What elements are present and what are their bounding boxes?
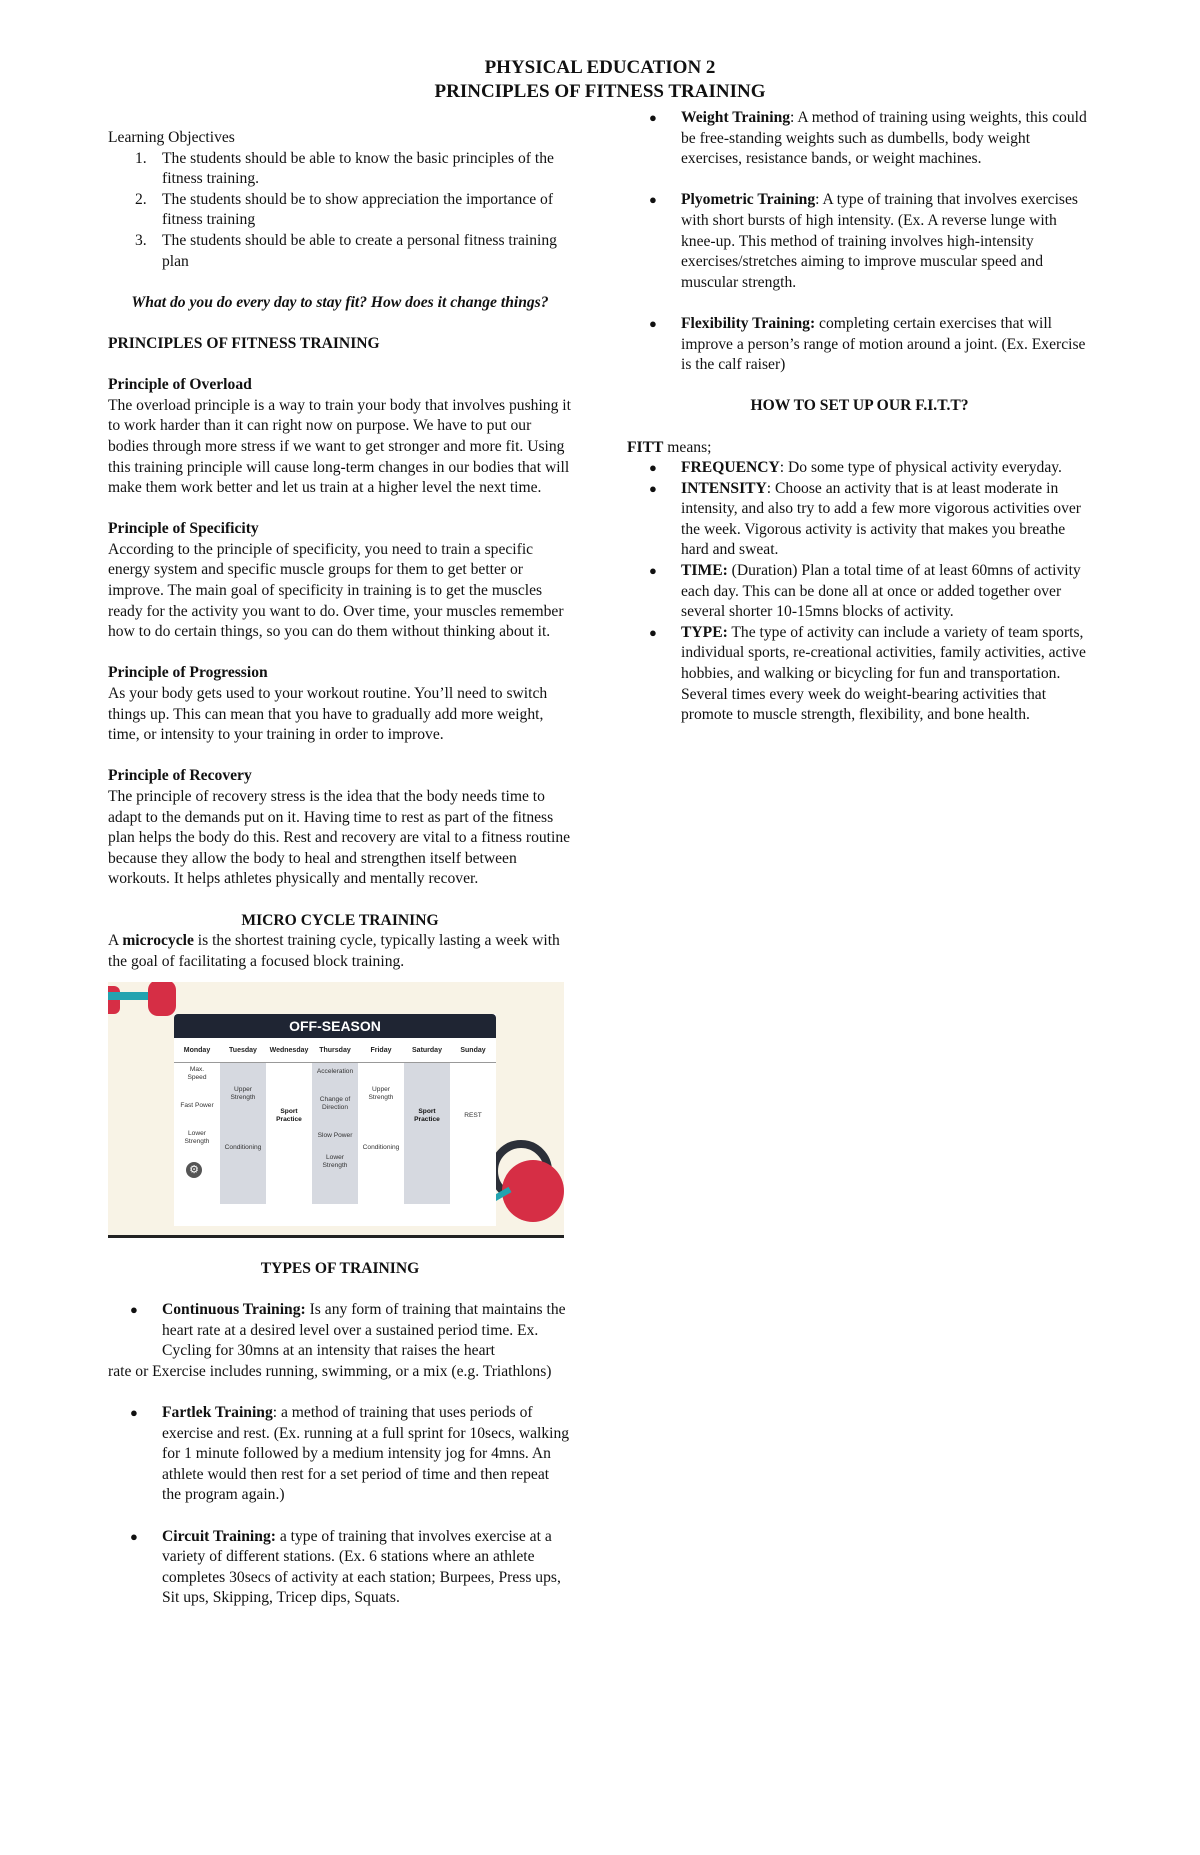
fitt-item: ● INTENSITY: Choose an activity that is at least moderate in intensity, and also try to add a few more vigorous activities over the week. Vigorous activity is activity that makes you breathe hard and sweat. xyxy=(649,479,1081,559)
document-header xyxy=(0,56,1200,104)
bullet-icon: ● xyxy=(130,1405,138,1421)
bullet-icon: ● xyxy=(130,1528,138,1544)
schedule-table xyxy=(174,1014,496,1226)
fitt-list xyxy=(627,458,1092,726)
guiding-question: What do you do every day to stay fit? How does it change things? xyxy=(131,293,549,311)
day-header: Sunday xyxy=(450,1040,496,1063)
objectives-title: Learning Objectives xyxy=(108,129,235,146)
training-types-list xyxy=(627,108,1092,376)
micro-cycle-heading: MICRO CYCLE TRAINING xyxy=(241,911,439,929)
bullet-icon: ● xyxy=(649,110,657,125)
fitt-heading: HOW TO SET UP OUR F.I.T.T? xyxy=(750,397,969,415)
principle-text: According to the principle of specificity, you need to train a specific energy system and specific muscle groups for them to get better or improve. The main goal of specificity in training is to get the muscles ready for the activity you want to do. Over time, your muscles remember how to do certain things, so you can do them without thinking about it. xyxy=(108,540,564,641)
bullet-icon: ● xyxy=(649,460,657,476)
schedule-cell: Fast Power xyxy=(180,1102,214,1110)
day-header: Tuesday xyxy=(220,1040,266,1063)
principle-title: Principle of Recovery xyxy=(108,767,252,785)
shade-column xyxy=(404,1062,450,1204)
schedule-cell: Slow Power xyxy=(317,1132,353,1140)
day-header: Friday xyxy=(358,1040,404,1063)
schedule-cell: Upper Strength xyxy=(368,1086,394,1102)
day-header: Wednesday xyxy=(266,1040,312,1063)
schedule-cell: Sport Practice xyxy=(414,1108,440,1124)
schedule-cell: Acceleration xyxy=(316,1068,354,1076)
bullet-icon: ● xyxy=(649,480,657,496)
schedule-cell: Conditioning xyxy=(362,1144,400,1152)
schedule-cell: Upper Strength xyxy=(230,1086,256,1102)
bullet-icon: ● xyxy=(649,192,657,208)
fitt-item: ● TIME: (Duration) Plan a total time of at least 60mns of activity each day. This can be done all at once or added together over several shorter 10-15mns blocks of activity. xyxy=(649,562,1081,621)
right-column xyxy=(627,108,1092,726)
objective-item: 3. The students should be able to create a personal fitness training plan xyxy=(135,231,557,270)
schedule-cell: Change of Direction xyxy=(319,1096,351,1112)
principle-title: Principle of Progression xyxy=(108,664,268,682)
principle-text: The overload principle is a way to train your body that involves pushing it to work harder than it can right now on purpose. We have to put our bodies through more stress if we want to get stronger and more fit. Using this training principle will cause long-term changes in our bodies that will make them work better and let us train at a higher level the next time. xyxy=(108,396,571,497)
principle-text: As your body gets used to your workout routine. You’ll need to switch things up. This can mean that you have to gradually add more weight, time, or intensity to your training in order to improve. xyxy=(108,685,548,744)
schedule-cell: Sport Practice xyxy=(276,1108,302,1124)
course-title: PHYSICAL EDUCATION 2 xyxy=(484,57,716,78)
principle-title: Principle of Specificity xyxy=(108,520,259,538)
document-title: PRINCIPLES OF FITNESS TRAINING xyxy=(434,81,766,102)
objective-item: 2. The students should be to show appreciation the importance of fitness training xyxy=(135,190,554,229)
principle-text: The principle of recovery stress is the idea that the body needs time to adapt to the demands put on it. Having time to rest as part of the fitness plan helps the body do this. Rest and recovery are vital to a fitness routine because they allow the body to heal and strengthen itself between workouts. It helps athletes physically and mentally recover. xyxy=(108,788,571,888)
training-type-item: ● Continuous Training: Is any form of training that maintains the heart rate at a desired level over a sustained period time. Ex. Cycling for 30mns at an intensity that raises the heart xyxy=(130,1301,566,1360)
schedule-cell: Conditioning xyxy=(224,1144,262,1152)
fitt-intro: FITT means; xyxy=(627,438,712,456)
schedule-cell: REST xyxy=(464,1112,482,1120)
bullet-icon: ● xyxy=(649,624,657,640)
training-type-item: ● Fartlek Training: a method of training that uses periods of exercise and rest. (Ex. running at a full sprint for 10secs, walking for 1 minute followed by a medium intensity jog for 4mns. An athlete would then rest for a set period of time and then repeat the program again.) xyxy=(130,1404,570,1504)
gear-icon: ⚙ xyxy=(186,1162,202,1178)
bullet-icon: ● xyxy=(649,563,657,579)
off-season-schedule-image xyxy=(108,982,564,1238)
bullet-icon: ● xyxy=(649,315,657,331)
shade-column xyxy=(220,1062,266,1204)
schedule-cell: Lower Strength xyxy=(184,1130,210,1146)
training-type-item: ● Circuit Training: a type of training that involves exercise at a variety of different stations. (Ex. 6 stations where an athlete completes 30secs of activity at each station; Burpees, Press ups, Sit ups, Skipping, Tricep dips, Squats. xyxy=(130,1527,561,1607)
principle-title: Principle of Overload xyxy=(108,376,252,394)
training-type-item: ● Weight Training: A method of training using weights, this could be free-standing weights such as dumbells, body weight exercises, resistance bands, or weight machines. xyxy=(649,109,1087,168)
training-type-item: ● Plyometric Training: A type of training that involves exercises with short bursts of high intensity. (Ex. A reverse lunge with knee-up. This method of training involves high-intensity exercises/stretches aiming to improve muscular speed and muscular strength. xyxy=(649,191,1078,291)
training-type-continuation: rate or Exercise includes running, swimming, or a mix (e.g. Triathlons) xyxy=(108,1362,552,1380)
day-header: Monday xyxy=(174,1040,220,1063)
principles-heading: PRINCIPLES OF FITNESS TRAINING xyxy=(108,334,380,352)
left-column xyxy=(108,128,572,1609)
day-header: Saturday xyxy=(404,1040,450,1063)
fitt-item: ● TYPE: The type of activity can include a variety of team sports, individual sports, re-creational activities, family activities, active hobbies, and walking or bicycling for fun and transportation. Several times every week do weight-bearing activities that promote to muscle strength, flexibility, and bone health. xyxy=(649,623,1086,724)
schedule-cell: Max. Speed xyxy=(187,1066,207,1082)
fitt-item: ● FREQUENCY: Do some type of physical activity everyday. xyxy=(627,458,1092,479)
day-header: Thursday xyxy=(312,1040,358,1063)
objective-item: 1. The students should be able to know the basic principles of the fitness training. xyxy=(135,149,554,188)
types-heading: TYPES OF TRAINING xyxy=(260,1259,420,1277)
objectives-list xyxy=(108,149,572,273)
training-type-item: ● Flexibility Training: completing certain exercises that will improve a person’s range of motion around a joint. (Ex. Exercise is the calf raiser) xyxy=(649,314,1086,374)
micro-cycle-text: A microcycle is the shortest training cycle, typically lasting a week with the goal of facilitating a focused block training. xyxy=(108,932,560,970)
schedule-cell: Lower Strength xyxy=(322,1154,348,1170)
schedule-title: OFF-SEASON xyxy=(174,1014,496,1038)
bullet-icon: ● xyxy=(130,1302,138,1318)
dumbbell-plate-icon xyxy=(108,986,120,1014)
dumbbell-weight-icon xyxy=(148,982,176,1016)
